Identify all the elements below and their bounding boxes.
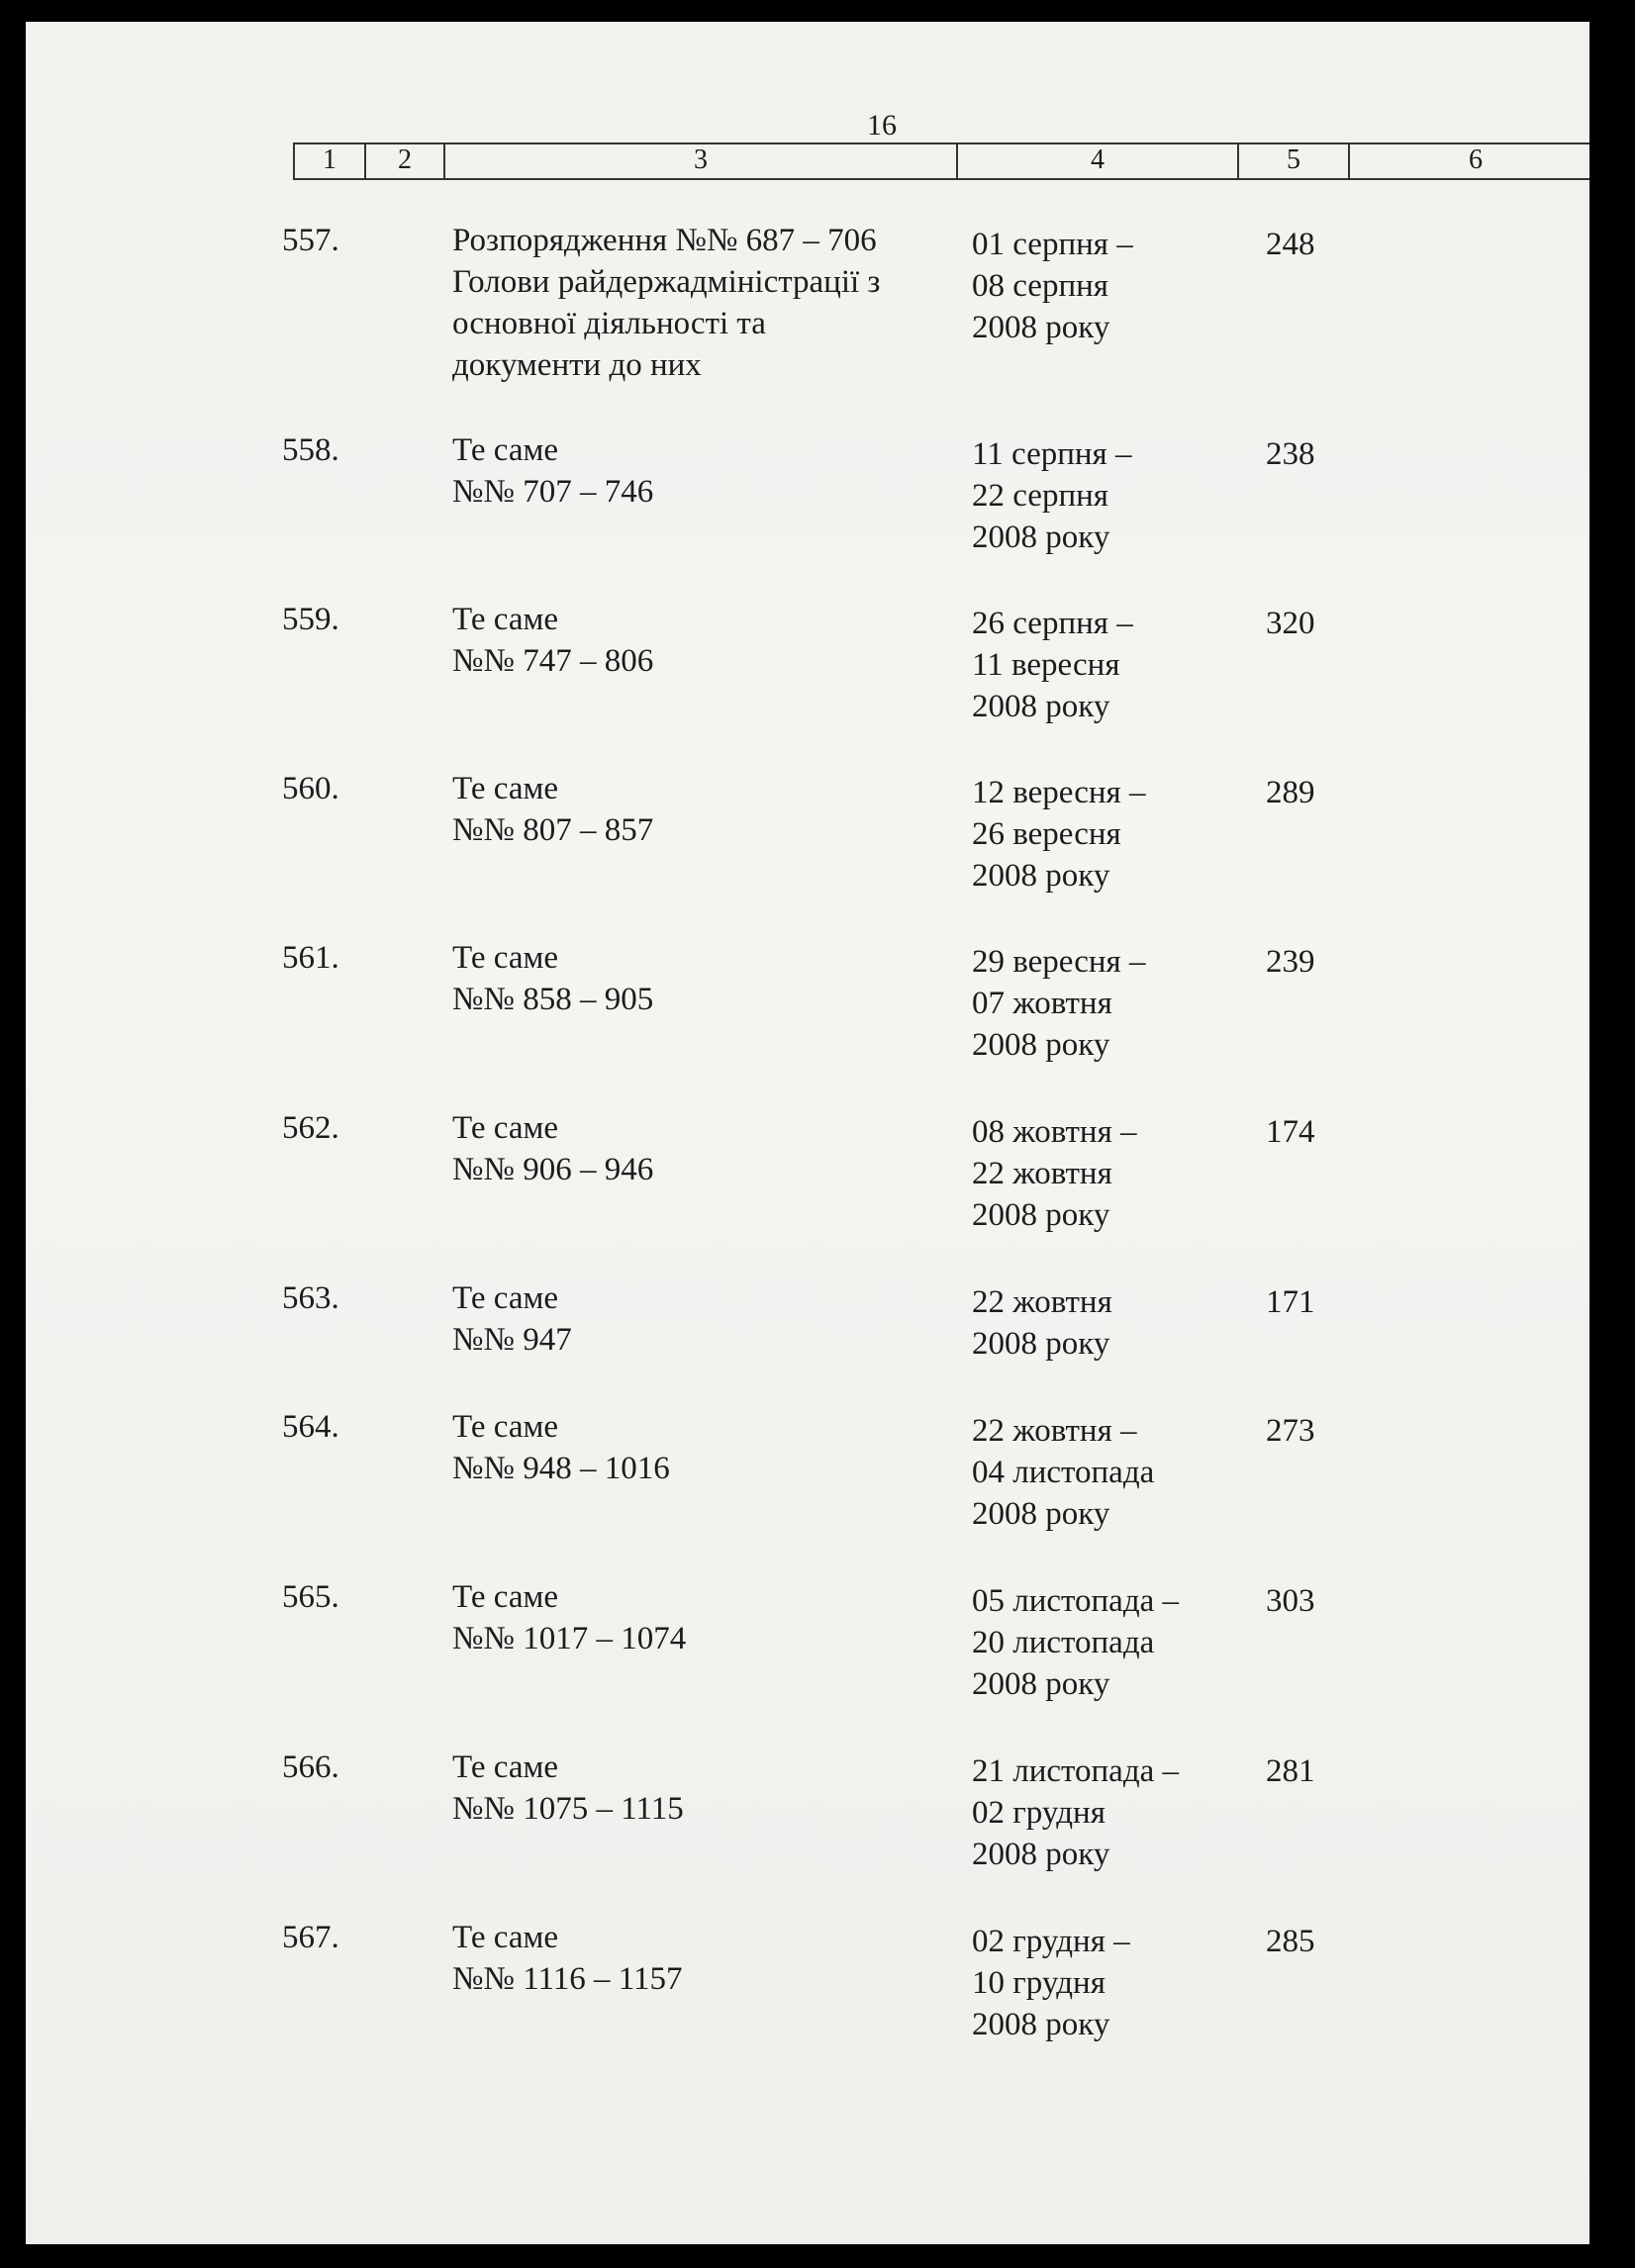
entry-title-line: Те саме [452,1920,559,1955]
entry-title-line: документи до них [452,347,702,383]
entry-date-line: 2008 року [972,520,1110,555]
page-number: 16 [867,109,897,142]
entry-date-line: 22 серпня [972,478,1108,514]
entry-title-line: Те саме [452,432,559,468]
entry-date-line: 20 листопада [972,1625,1155,1660]
entry-number: 559. [282,602,339,637]
entry-date-range [972,1750,1249,1875]
entry-title [452,1406,977,1489]
entry-date-line: 05 листопада – [972,1583,1180,1619]
entry-title-line: основної діяльності та [452,306,766,341]
entry-title [452,1576,977,1659]
entry-number: 561. [282,940,339,976]
entry-date-line: 2008 року [972,1837,1110,1872]
entry-title-line: Розпорядження №№ 687 – 706 [452,223,877,258]
entry-date-line: 2008 року [972,310,1110,345]
entry-date-line: 10 грудня [972,1965,1106,2001]
document-page [26,22,1589,2244]
entry-date-line: 08 серпня [972,268,1108,304]
entry-title-line: Голови райдержадміністрації з [452,264,881,300]
entry-title [452,937,977,1020]
entry-title-line: №№ 747 – 806 [452,643,654,679]
entry-date-range [972,1281,1249,1365]
entry-date-line: 22 жовтня [972,1156,1112,1191]
entry-date-line: 2008 року [972,1326,1110,1362]
entry-title-line: №№ 1075 – 1115 [452,1791,684,1827]
entry-date-line: 11 вересня [972,647,1120,683]
entry-number: 560. [282,771,339,806]
entry-date-line: 26 вересня [972,816,1121,852]
entry-title [452,768,977,851]
entry-page-count: 248 [1266,227,1315,262]
entry-page-count: 174 [1266,1114,1315,1150]
entry-page-count: 171 [1266,1284,1315,1320]
entry-title-line: №№ 1116 – 1157 [452,1961,683,1997]
column-header-5: 5 [1239,144,1350,178]
entry-date-line: 22 жовтня [972,1284,1112,1320]
entry-number: 566. [282,1749,339,1785]
entry-date-line: 29 вересня – [972,944,1146,980]
entry-date-range [972,941,1249,1066]
entry-date-line: 2008 року [972,1027,1110,1063]
entry-date-line: 2008 року [972,858,1110,894]
entry-title-line: №№ 1017 – 1074 [452,1621,687,1656]
entry-date-line: 11 серпня – [972,436,1132,472]
entry-title [452,1917,977,2000]
entry-date-range [972,433,1249,558]
entry-title [452,1277,977,1361]
entry-title-line: №№ 947 [452,1322,572,1358]
entry-title [452,429,977,513]
entry-page-count: 285 [1266,1924,1315,1959]
entry-date-line: 26 серпня – [972,606,1133,641]
entry-date-line: 2008 року [972,689,1110,724]
entry-title [452,220,977,386]
entry-number: 558. [282,432,339,468]
entries-list [26,22,1589,2244]
entry-number: 557. [282,223,339,258]
entry-title-line: №№ 858 – 905 [452,982,654,1017]
entry-date-range [972,1580,1249,1705]
entry-date-line: 07 жовтня [972,986,1112,1021]
entry-number: 564. [282,1409,339,1445]
entry-title-line: №№ 707 – 746 [452,474,654,510]
entry-date-range [972,1921,1249,2045]
entry-page-count: 289 [1266,775,1315,810]
entry-date-line: 12 вересня – [972,775,1146,810]
entry-date-line: 2008 року [972,1666,1110,1702]
entry-title-line: Те саме [452,1409,559,1445]
column-header-2: 2 [366,144,445,178]
entry-date-line: 02 грудня – [972,1924,1130,1959]
entry-date-line: 02 грудня [972,1795,1106,1831]
entry-number: 562. [282,1110,339,1146]
entry-date-range [972,224,1249,348]
entry-title [452,1107,977,1190]
entry-title-line: №№ 807 – 857 [452,812,654,848]
entry-date-line: 04 листопада [972,1455,1155,1490]
column-header-6: 6 [1469,144,1483,175]
entry-date-line: 22 жовтня – [972,1413,1137,1449]
entry-page-count: 239 [1266,944,1315,980]
entry-page-count: 273 [1266,1413,1315,1449]
entry-title-line: №№ 948 – 1016 [452,1451,670,1486]
entry-title-line: Те саме [452,1280,559,1316]
entry-page-count: 281 [1266,1753,1315,1789]
entry-title [452,1747,977,1830]
column-header-1: 1 [295,144,366,178]
entry-date-line: 2008 року [972,2007,1110,2042]
entry-page-count: 320 [1266,606,1315,641]
entry-title [452,599,977,682]
entry-date-line: 01 серпня – [972,227,1133,262]
column-header-3: 3 [445,144,958,178]
entry-date-line: 2008 року [972,1496,1110,1532]
entry-date-line: 21 листопада – [972,1753,1180,1789]
entry-number: 567. [282,1920,339,1955]
entry-title-line: Те саме [452,1579,559,1615]
entry-title-line: №№ 906 – 946 [452,1152,654,1187]
entry-title-line: Те саме [452,1749,559,1785]
entry-date-range [972,772,1249,897]
entry-date-line: 08 жовтня – [972,1114,1137,1150]
entry-title-line: Те саме [452,940,559,976]
entry-number: 563. [282,1280,339,1316]
entry-page-count: 238 [1266,436,1315,472]
entry-date-range [972,1410,1249,1535]
entry-date-line: 2008 року [972,1197,1110,1233]
entry-date-range [972,603,1249,727]
entry-number: 565. [282,1579,339,1615]
entry-date-range [972,1111,1249,1236]
entry-title-line: Те саме [452,771,559,806]
entry-title-line: Те саме [452,1110,559,1146]
entry-title-line: Те саме [452,602,559,637]
entry-page-count: 303 [1266,1583,1315,1619]
column-header-4: 4 [958,144,1239,178]
